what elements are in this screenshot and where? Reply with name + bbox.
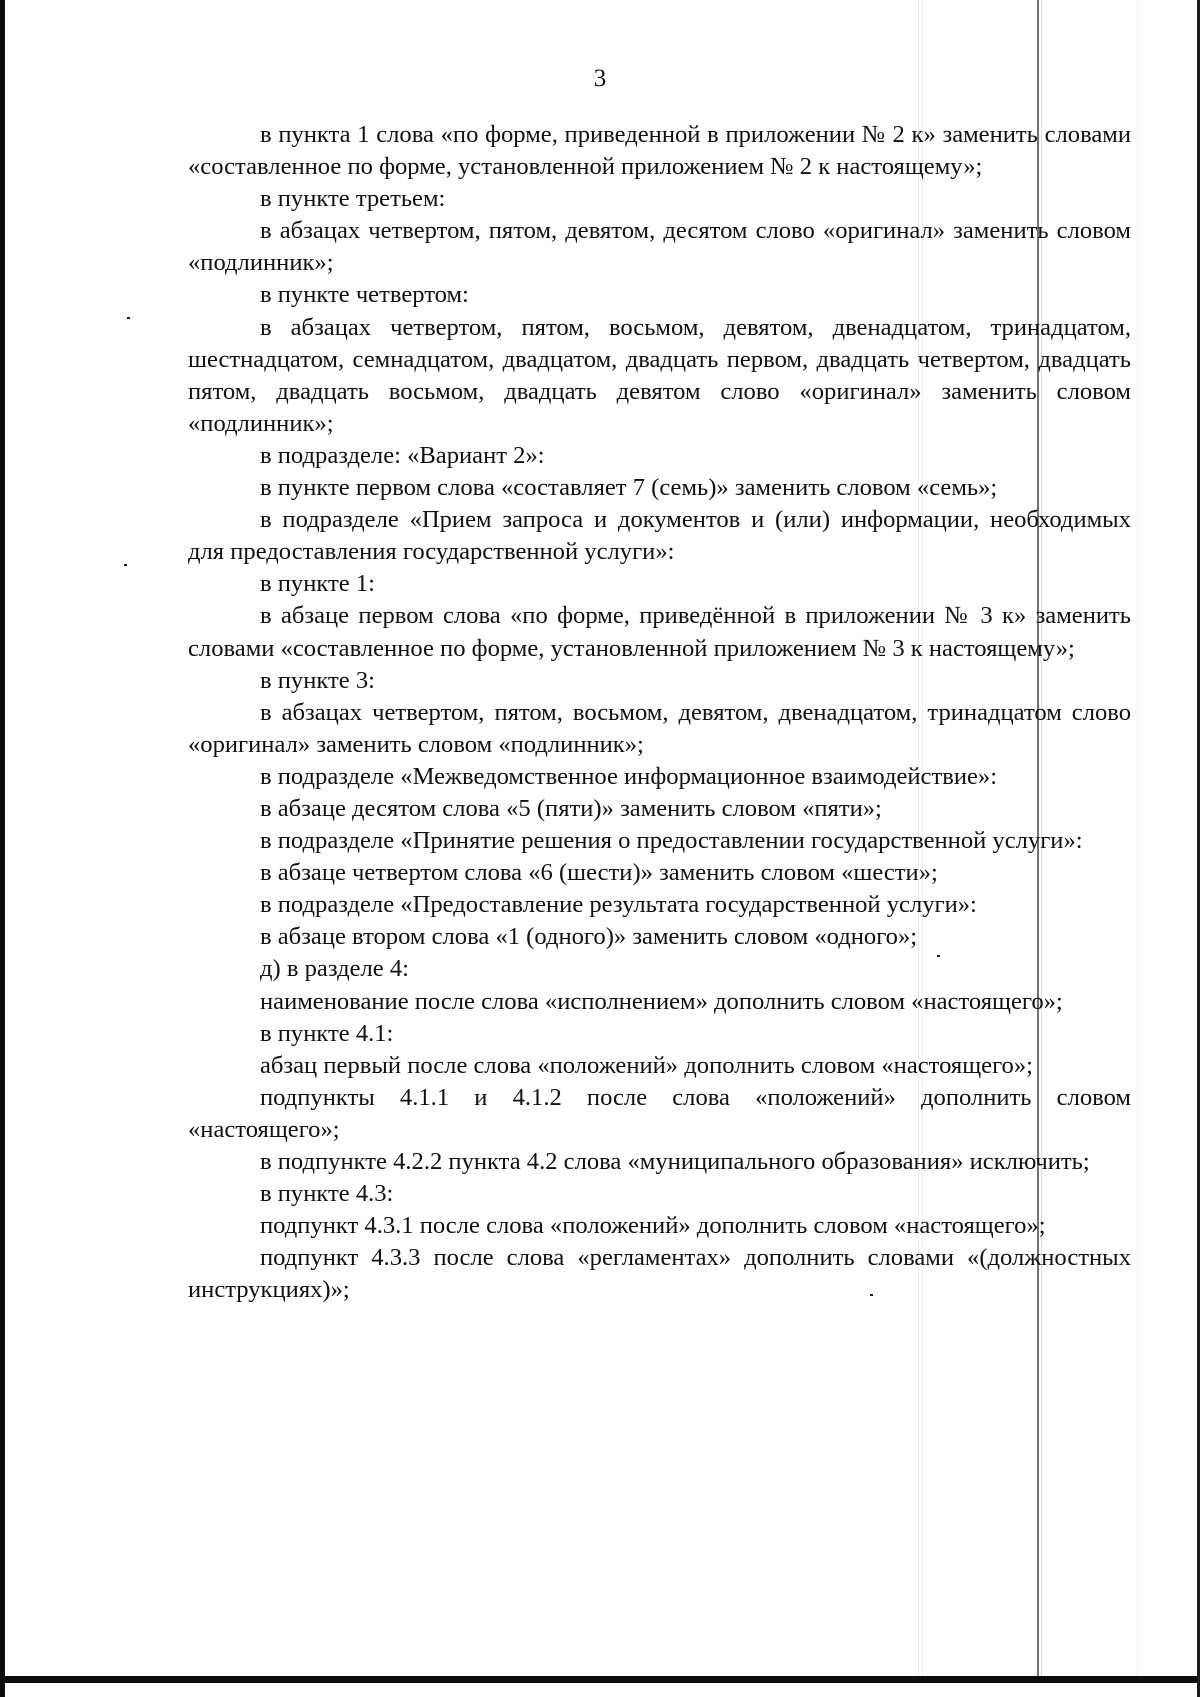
paragraph: в пункта 1 слова «по форме, приведенной в приложении № 2 к» заменить словами «составленное по форме, установленной приложением № 2 к настоящему»; [188,121,1131,181]
paragraph: абзац первый после слова «положений» дополнить словом «настоящего»; [260,1051,1033,1079]
paragraph: в подразделе: «Вариант 2»: [260,441,545,469]
scan-artifact-line [1137,0,1138,1676]
document-body [188,119,1131,1306]
paragraph: в абзаце десятом слова «5 (пяти)» заменить словом «пяти»; [260,794,882,822]
paragraph: в абзацах четвертом, пятом, восьмом, девятом, двенадцатом, тринадцатом, шестнадцатом, семнадцатом, двадцатом, двадцать первом, двадцать четвертом, двадцать пятом, двадцать восьмом, двадцать девятом слово «оригинал» заменить словом «подлинник»; [188,313,1131,437]
paragraph: в подразделе «Межведомственное информационное взаимодействие»: [260,762,998,790]
paragraph: в пункте третьем: [260,185,446,213]
paragraph: подпункт 4.3.1 после слова «положений» дополнить словом «настоящего»; [260,1212,1046,1240]
scan-bottom-border [0,1676,1200,1683]
paragraph: д) в разделе 4: [260,955,409,983]
paragraph: в пункте 1: [260,570,375,598]
paragraph: в подразделе «Прием запроса и документов и (или) информации, необходимых для предоставления государственной услуги»: [188,506,1131,566]
scan-left-border [0,0,5,1697]
paragraph: подпункт 4.3.3 после слова «регламентах» дополнить словами «(должностных инструкциях)»; [188,1244,1131,1304]
paragraph: в абзацах четвертом, пятом, девятом, десятом слово «оригинал» заменить словом «подлинник»; [188,217,1131,277]
paragraph: в подпункте 4.2.2 пункта 4.2 слова «муниципального образования» исключить; [260,1148,1090,1175]
paragraph: в подразделе «Предоставление результата государственной услуги»: [260,891,977,919]
paragraph: в пункте четвертом: [260,281,469,309]
paragraph: подпункты 4.1.1 и 4.1.2 после слова «положений» дополнить словом «настоящего»; [188,1083,1131,1143]
paragraph: в абзацах четвертом, пятом, восьмом, девятом, двенадцатом, тринадцатом слово «оригинал» заменить словом «подлинник»; [188,698,1131,758]
paragraph: в абзаце четвертом слова «6 (шести)» заменить словом «шести»; [260,859,938,887]
paragraph: в пункте 4.1: [260,1019,394,1047]
paragraph: в пункте 3: [260,666,375,694]
paragraph: наименование после слова «исполнением» дополнить словом «настоящего»; [260,987,1063,1015]
paragraph: в абзаце втором слова «1 (одного)» заменить словом «одного»; [260,923,918,951]
scan-speck [127,317,130,319]
paragraph: в подразделе «Принятие решения о предоставлении государственной услуги»: [260,827,1083,855]
paragraph: в абзаце первом слова «по форме, приведённой в приложении № 3 к» заменить словами «составленное по форме, установленной приложением № 3 к настоящему»; [188,602,1131,662]
scan-speck [124,564,127,566]
paragraph: в пункте первом слова «составляет 7 (семь)» заменить словом «семь»; [260,474,998,502]
page-number: 3 [593,65,607,92]
paragraph: в пункте 4.3: [260,1180,394,1208]
